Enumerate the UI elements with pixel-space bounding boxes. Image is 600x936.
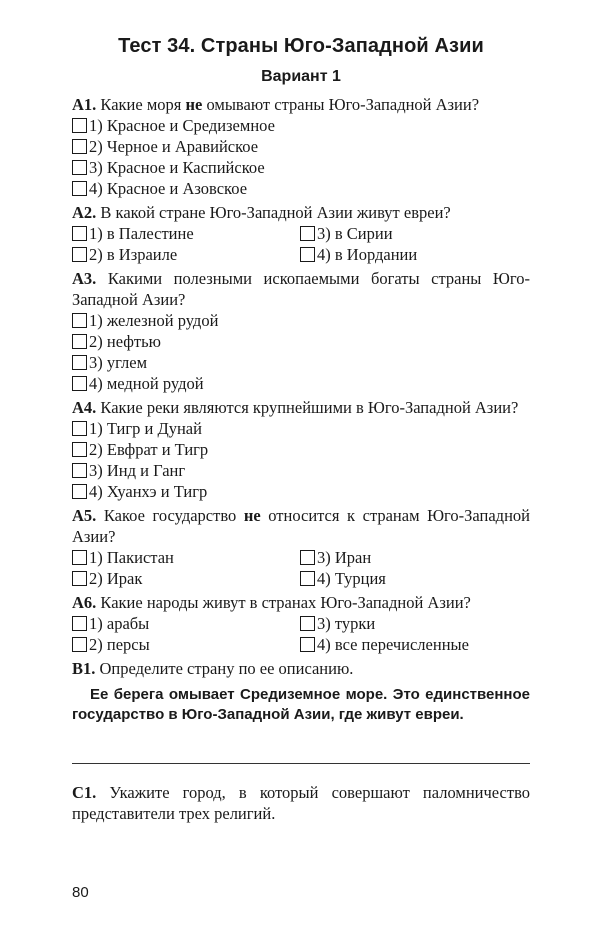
- option-a6-3[interactable]: 3) турки: [300, 613, 530, 634]
- option-a2-2[interactable]: 2) в Израиле: [72, 244, 300, 265]
- checkbox[interactable]: [300, 226, 315, 241]
- question-a1: [72, 94, 530, 199]
- checkbox[interactable]: [72, 550, 87, 565]
- checkbox[interactable]: [72, 421, 87, 436]
- option-a2-3[interactable]: 3) в Сирии: [300, 223, 530, 244]
- option-a2-1[interactable]: 1) в Палестине: [72, 223, 300, 244]
- option-a1-2[interactable]: 2) Черное и Аравийское: [72, 136, 530, 157]
- question-b1: [72, 658, 530, 764]
- option-a5-4[interactable]: 4) Турция: [300, 568, 530, 589]
- question-a5: [72, 505, 530, 589]
- checkbox[interactable]: [72, 334, 87, 349]
- checkbox[interactable]: [72, 313, 87, 328]
- checkbox[interactable]: [72, 484, 87, 499]
- question-text: С1. Укажите город, в который совершают паломничество представители трех религий.: [72, 783, 530, 823]
- question-text: А5. Какое государство не относится к странам Юго-Западной Азии?: [72, 506, 530, 546]
- question-text: В1. Определите страну по ее описанию.: [72, 659, 354, 678]
- question-text: А3. Какими полезными ископаемыми богаты страны Юго-Западной Азии?: [72, 269, 530, 309]
- option-a3-3[interactable]: 3) углем: [72, 352, 530, 373]
- question-text: А1. Какие моря не омывают страны Юго-Западной Азии?: [72, 95, 480, 114]
- question-text: А6. Какие народы живут в странах Юго-Западной Азии?: [72, 593, 471, 612]
- page-number: 80: [72, 884, 89, 901]
- option-a3-2[interactable]: 2) нефтью: [72, 331, 530, 352]
- question-a2: [72, 202, 530, 265]
- checkbox[interactable]: [300, 616, 315, 631]
- checkbox[interactable]: [72, 571, 87, 586]
- option-a3-4[interactable]: 4) медной рудой: [72, 373, 530, 394]
- option-a2-4[interactable]: 4) в Иордании: [300, 244, 530, 265]
- checkbox[interactable]: [72, 616, 87, 631]
- option-a6-2[interactable]: 2) персы: [72, 634, 300, 655]
- variant-heading: Вариант 1: [261, 68, 341, 85]
- checkbox[interactable]: [72, 226, 87, 241]
- checkbox[interactable]: [300, 247, 315, 262]
- page-title: Тест 34. Страны Юго-Западной Азии: [118, 35, 484, 57]
- test-page: [72, 34, 530, 824]
- question-c1: [72, 782, 530, 824]
- country-description: Ее берега омывает Средиземное море. Это единственное государство в Юго-Западной Азии, где живут евреи.: [72, 686, 530, 723]
- option-a6-1[interactable]: 1) арабы: [72, 613, 300, 634]
- question-a6: [72, 592, 530, 655]
- option-a3-1[interactable]: 1) железной рудой: [72, 310, 530, 331]
- option-a1-4[interactable]: 4) Красное и Азовское: [72, 178, 530, 199]
- checkbox[interactable]: [300, 637, 315, 652]
- option-a4-1[interactable]: 1) Тигр и Дунай: [72, 418, 530, 439]
- option-a1-3[interactable]: 3) Красное и Каспийское: [72, 157, 530, 178]
- checkbox[interactable]: [72, 118, 87, 133]
- answer-line[interactable]: [72, 763, 530, 764]
- option-a5-2[interactable]: 2) Ирак: [72, 568, 300, 589]
- option-a4-4[interactable]: 4) Хуанхэ и Тигр: [72, 481, 530, 502]
- checkbox[interactable]: [72, 355, 87, 370]
- checkbox[interactable]: [72, 181, 87, 196]
- option-a5-1[interactable]: 1) Пакистан: [72, 547, 300, 568]
- checkbox[interactable]: [72, 139, 87, 154]
- option-a5-3[interactable]: 3) Иран: [300, 547, 530, 568]
- option-a4-3[interactable]: 3) Инд и Ганг: [72, 460, 530, 481]
- question-text: А4. Какие реки являются крупнейшими в Юго-Западной Азии?: [72, 398, 519, 417]
- checkbox[interactable]: [72, 160, 87, 175]
- option-a1-1[interactable]: 1) Красное и Средиземное: [72, 115, 530, 136]
- question-text: А2. В какой стране Юго-Западной Азии живут евреи?: [72, 203, 451, 222]
- checkbox[interactable]: [72, 637, 87, 652]
- checkbox[interactable]: [72, 376, 87, 391]
- checkbox[interactable]: [72, 442, 87, 457]
- checkbox[interactable]: [300, 571, 315, 586]
- checkbox[interactable]: [72, 247, 87, 262]
- option-a6-4[interactable]: 4) все перечисленные: [300, 634, 530, 655]
- question-a3: [72, 268, 530, 394]
- checkbox[interactable]: [72, 463, 87, 478]
- question-a4: [72, 397, 530, 502]
- option-a4-2[interactable]: 2) Евфрат и Тигр: [72, 439, 530, 460]
- checkbox[interactable]: [300, 550, 315, 565]
